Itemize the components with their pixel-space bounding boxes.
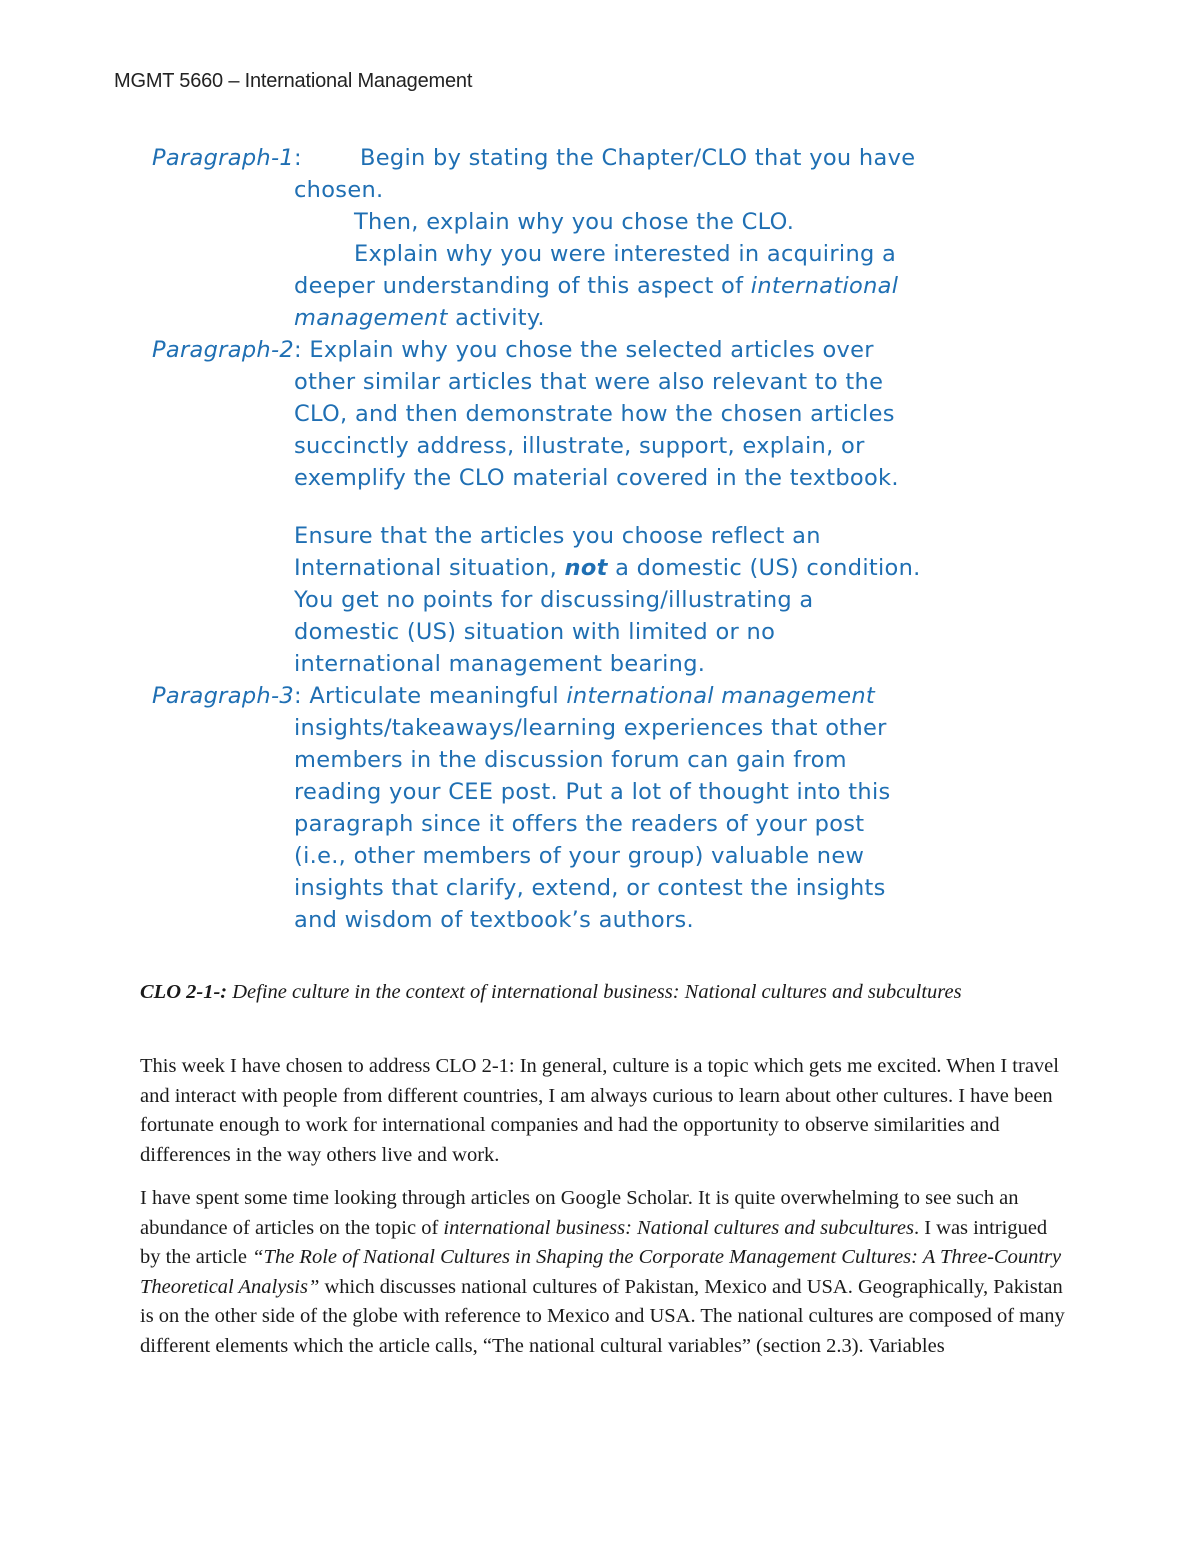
clo-code: CLO 2-1-: [140,981,228,1003]
paragraph-3-line-2: insights/takeaways/learning experiences that other [294,715,887,741]
ensure-line-5: international management bearing. [294,651,706,677]
ensure-line-1: Ensure that the articles you choose reflect an [294,523,821,549]
paragraph-1-line-6-emphasis: management [294,305,448,331]
paragraph-2-label: Paragraph-2 [152,337,294,363]
essay-paragraph-2-text-e: which discusses national cultures of Pakistan, Mexico and USA. Geographically, Pakistan is on the other side of the globe with reference to Mexico and USA. The national cultures are composed of many different elements which the article calls, “The national cultural variables” (section 2.3). Variables [140,1275,1065,1357]
ensure-line-2-text-a: International situation, [294,555,565,581]
paragraph-1-colon: : [294,145,302,171]
paragraph-1-line-3: Then, explain why you chose the CLO. [354,209,795,235]
paragraph-1-line-5-emphasis: international [750,273,899,299]
essay-paragraph-2-text-a: I have spent some time looking through articles on Google Scholar. It is quite overwhelming to see such an abundance of articles on the topic of [140,1187,1019,1239]
paragraph-1-line-6-text: activity. [447,305,545,331]
paragraph-3-line-3: members in the discussion forum can gain from [294,747,847,773]
paragraph-3-line-8: and wisdom of textbook’s authors. [294,907,695,933]
paragraph-3-line-6: (i.e., other members of your group) valuable new [294,843,865,869]
paragraph-2-line-2: other similar articles that were also relevant to the [294,369,884,395]
paragraph-2-line-1: : Explain why you chose the selected articles over [294,337,874,363]
paragraph-3-line-1-emphasis: international management [566,683,876,709]
clo-title: Define culture in the context of international business: National cultures and subcultures [227,981,962,1003]
essay-paragraph-1-text: This week I have chosen to address CLO 2-1: In general, culture is a topic which gets me excited. When I travel and interact with people from different countries, I am always curious to learn about other cultures. I have been fortunate enough to work for international companies and had the opportunity to observe similarities and differences in the way others live and work. [140,1055,1059,1166]
essay-paragraph-1 [140,1052,1070,1170]
paragraph-1-line-2: chosen. [294,177,384,203]
paragraph-3-line-4: reading your CEE post. Put a lot of thought into this [294,779,891,805]
ensure-line-2-text-c: a domestic (US) condition. [607,555,921,581]
paragraph-2-line-3: CLO, and then demonstrate how the chosen articles [294,401,895,427]
paragraph-3-line-1-text: : Articulate meaningful [294,683,567,709]
essay-paragraph-2-article-title: “The Role of National Cultures in Shaping the Corporate Management Cultures: A Three-Country Theoretical Analysis” [140,1246,1062,1298]
ensure-line-4: domestic (US) situation with limited or no [294,619,776,645]
paragraph-3-label: Paragraph-3 [152,683,294,709]
paragraph-1-line-5-text: deeper understanding of this aspect of [294,273,751,299]
paragraph-1-line-6 [294,302,545,334]
ensure-line-3: You get no points for discussing/illustrating a [294,587,814,613]
paragraph-3-line-5: paragraph since it offers the readers of your post [294,811,865,837]
paragraph-2-line-5: exemplify the CLO material covered in the textbook. [294,465,899,491]
essay-paragraph-2-topic: international business: National cultures and subcultures [443,1216,914,1239]
essay-paragraph-2 [140,1184,1070,1362]
ensure-line-2 [294,552,921,584]
paragraph-2-row [152,334,874,366]
paragraph-1-line-5 [294,270,898,302]
paragraph-1-line-1: Begin by stating the Chapter/CLO that you have [360,145,916,171]
page-header: MGMT 5660 – International Management [114,70,473,92]
paragraph-1-label: Paragraph-1 [152,145,294,171]
paragraph-3-row [152,680,875,712]
paragraph-2-line-4: succinctly address, illustrate, support, explain, or [294,433,865,459]
ensure-line-2-emphasis: not [564,555,608,581]
clo-heading [140,978,1070,1008]
essay-paragraph-2-text-c: . I was intrigued by the article [140,1216,1048,1269]
paragraph-1-line-4: Explain why you were interested in acquiring a [354,241,897,267]
paragraph-1-label-row [152,142,302,174]
paragraph-3-line-7: insights that clarify, extend, or contest the insights [294,875,886,901]
